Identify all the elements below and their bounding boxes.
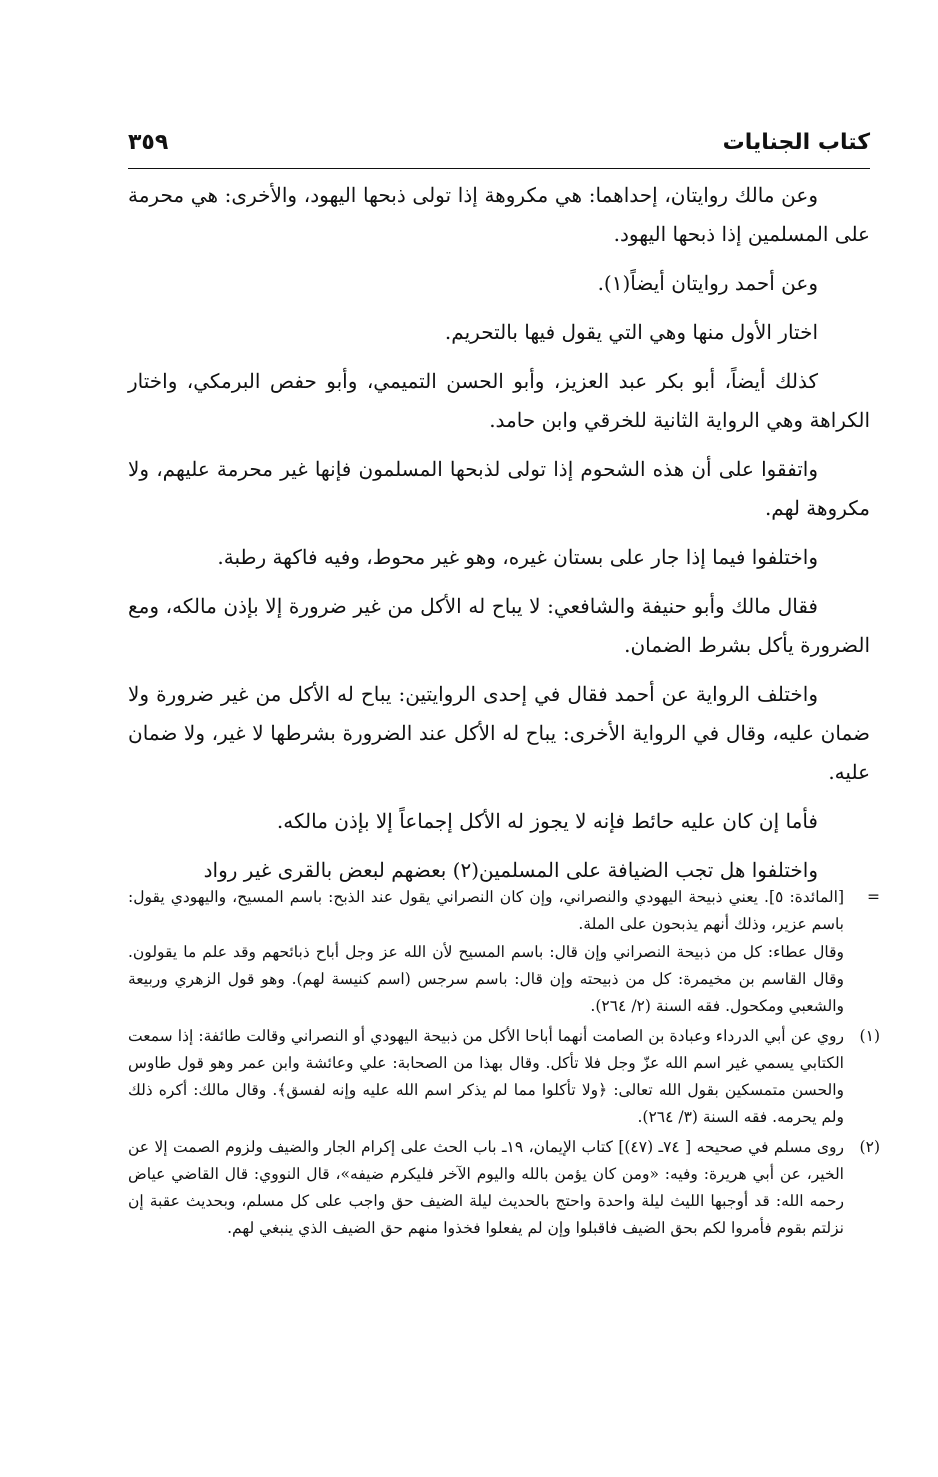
body-paragraph: كذلك أيضاً، أبو بكر عبد العزيز، وأبو الحسن التميمي، وأبو حفص البرمكي، واختار الكراهة وهي الرواية الثانية للخرقي وابن حامد. — [128, 369, 870, 432]
footnote-text — [128, 1023, 844, 1132]
footnotes-section — [128, 884, 880, 1245]
footnote-text — [128, 1134, 844, 1243]
body-paragraph: فقال مالك وأبو حنيفة والشافعي: لا يباح له الأكل من غير ضرورة إلا بإذن مالكه، ومع الضرورة يأكل بشرط الضمان. — [128, 594, 870, 657]
body-paragraph: وعن أحمد روايتان أيضاً(١). — [597, 271, 818, 295]
body-paragraph: واتفقوا على أن هذه الشحوم إذا تولى لذبحها المسلمون فإنها غير محرمة عليهم، ولا مكروهة لهم. — [128, 457, 870, 520]
header-divider — [128, 168, 870, 169]
body-paragraph: واختلفوا فيما إذا جار على بستان غيره، وهو غير محوط، وفيه فاكهة رطبة. — [217, 545, 818, 569]
footnote-continued — [128, 884, 880, 1021]
page-number: ٣٥٩ — [128, 130, 169, 155]
body-paragraph: فأما إن كان عليه حائط فإنه لا يجوز له الأكل إجماعاً إلا بإذن مالكه. — [276, 809, 818, 833]
footnote-marker: (٢) — [859, 1138, 880, 1156]
body-paragraph: اختار الأول منها وهي التي يقول فيها بالتحريم. — [444, 320, 818, 344]
body-paragraph: وعن مالك روايتان، إحداهما: هي مكروهة إذا تولى ذبحها اليهود، والأخرى: هي محرمة على المسلمين إذا ذبحها اليهود. — [128, 183, 870, 246]
footnote-text — [128, 884, 844, 1021]
footnote-paragraph: وقال عطاء: كل من ذبيحة النصراني وإن قال: باسم المسيح لأن الله عز وجل أباح ذبائحهم وقد علم ما يقولون. وقال القاسم بن مخيمرة: كل من ذبيحته وإن قال: باسم سرجس (اسم كنيسة لهم). وهو قول الزهري وربيعة والشعبي ومكحول. فقه السنة (٢/ ٢٦٤). — [128, 943, 844, 1015]
main-text — [128, 176, 870, 900]
footnote-2 — [128, 1134, 880, 1243]
chapter-title: كتاب الجنايات — [722, 130, 870, 155]
footnote-1 — [128, 1023, 880, 1132]
footnote-marker: = — [867, 888, 880, 906]
footnote-paragraph: [المائدة: ٥]. يعني ذبيحة اليهودي والنصراني، وإن كان النصراني يقول عند الذبح: باسم المسيح، واليهودي يقول: باسم عزير، وذلك أنهم يذبحون على الملة. — [128, 888, 844, 933]
footnote-paragraph: روى مسلم في صحيحه [ ٧٤ـ (٤٧)] كتاب الإيمان، ١٩ـ باب الحث على إكرام الجار والضيف ولزوم الصمت إلا عن الخير، عن أبي هريرة: وفيه: «ومن كان يؤمن بالله واليوم الآخر فليكرم ضيفه»، قال النووي: قال القاضي عياض رحمه الله: قد أوجبها الليث ليلة واحدة واحتج بالحديث ليلة الضيف حق واجب على كل مسلم، وبحديث عقبة إن نزلتم بقوم فأمروا لكم بحق الضيف فاقبلوا وإن لم يفعلوا فخذوا منهم حق الضيف الذي ينبغي لهم. — [128, 1138, 844, 1237]
footnote-paragraph: روي عن أبي الدرداء وعبادة بن الصامت أنهما أباحا الأكل من ذبيحة اليهودي أو النصراني وقالت طائفة: إذا سمعت الكتابي يسمي غير اسم الله عزّ وجل فلا تأكل. وقال بهذا من الصحابة: علي وعائشة وابن عمر وهو قول طاوس والحسن متمسكين بقول الله تعالى: ﴿ولا تأكلوا مما لم يذكر اسم الله عليه وإنه لفسق﴾. وقال مالك: أكره ذلك ولم يحرمه. فقه السنة (٣/ ٢٦٤). — [128, 1027, 844, 1126]
footnote-marker: (١) — [859, 1027, 880, 1045]
body-paragraph: واختلف الرواية عن أحمد فقال في إحدى الروايتين: يباح له الأكل من غير ضرورة ولا ضمان عليه، وقال في الرواية الأخرى: يباح له الأكل عند الضرورة بشرطها لا غير، ولا ضمان عليه. — [128, 682, 870, 784]
running-header — [128, 128, 870, 172]
body-paragraph: واختلفوا هل تجب الضيافة على المسلمين(٢) بعضهم لبعض بالقرى غير رواد — [203, 858, 818, 882]
